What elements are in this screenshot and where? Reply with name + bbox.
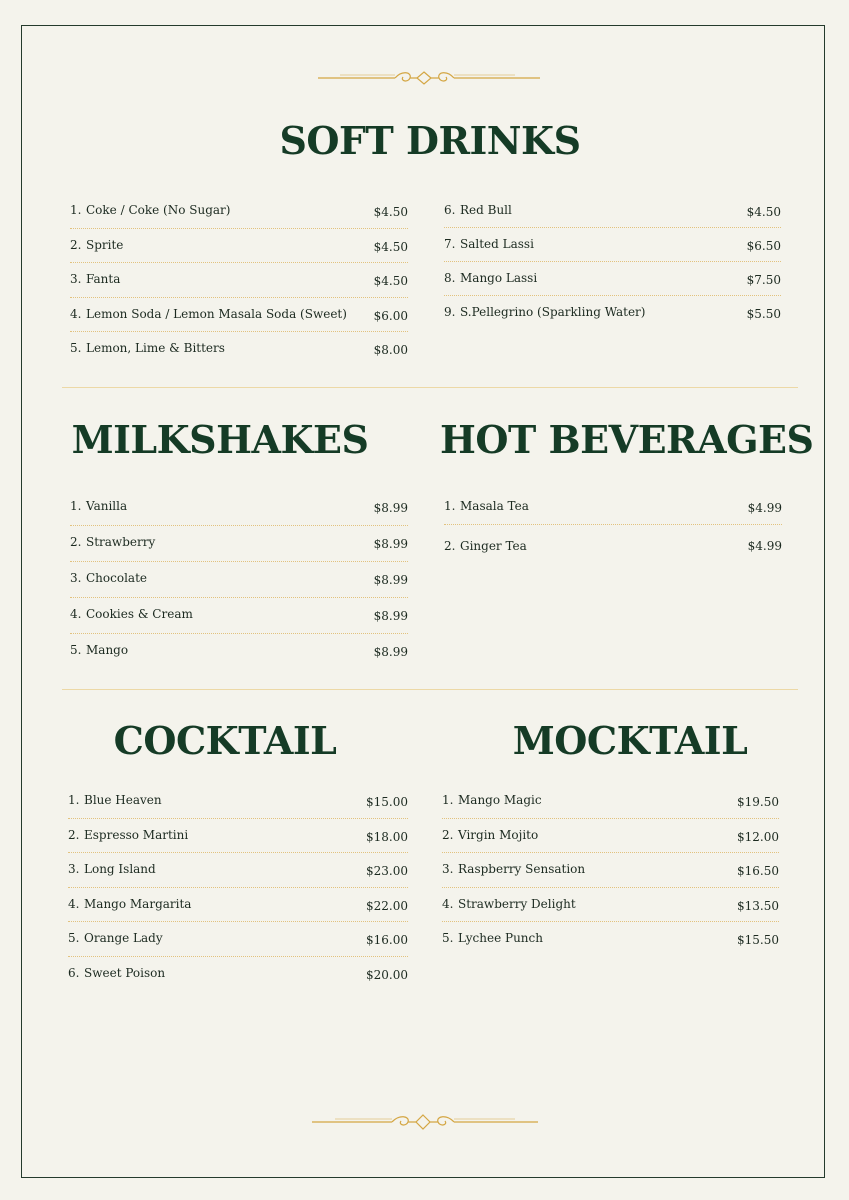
item-name: Espresso Martini [84,827,189,842]
item-name: Chocolate [86,571,147,585]
item-name: Strawberry Delight [458,896,576,911]
menu-item [70,634,408,670]
item-number: 9. [444,305,456,319]
menu-item [70,332,408,367]
item-number: 4. [70,306,82,321]
item-name: Fanta [86,272,121,286]
item-price: $4.50 [746,205,781,219]
item-price: $16.50 [737,864,779,878]
item-number: 5. [442,931,454,945]
soft-drinks-list-left [70,194,408,367]
item-number: 5. [70,341,82,355]
item-number: 2. [70,535,82,549]
menu-item [68,922,408,957]
item-number: 3. [68,862,80,876]
item-number: 8. [444,271,456,285]
item-number: 4. [70,607,82,621]
item-price: $15.50 [737,933,779,947]
item-price: $8.99 [373,645,408,659]
item-price: $8.99 [373,573,408,587]
item-name: Mango Magic [458,793,542,807]
item-price: $6.00 [373,308,408,323]
menu-item [68,819,408,854]
item-name: Orange Lady [84,931,163,945]
menu-item [442,784,779,819]
menu-item [444,525,782,567]
item-number: 2. [68,827,80,842]
menu-item [70,526,408,562]
item-number: 3. [70,272,82,286]
item-price: $19.50 [737,795,779,809]
menu-item [444,194,781,228]
item-name: Ginger Tea [460,539,527,553]
item-name: Raspberry Sensation [458,862,586,876]
item-name: Mango Margarita [84,896,192,911]
item-name: Vanilla [86,499,128,513]
section-divider [62,689,798,690]
section-title-hot-beverages: HOT BEVERAGES [440,417,814,462]
item-number: 6. [444,203,456,217]
item-name: Virgin Mojito [458,827,539,842]
item-number: 4. [442,896,454,911]
menu-item [68,853,408,888]
item-price: $4.99 [747,501,782,515]
menu-item [70,490,408,526]
menu-item [70,263,408,298]
menu-item [70,229,408,264]
item-price: $4.50 [373,205,408,219]
item-price: $20.00 [366,967,408,982]
menu-item [70,562,408,598]
soft-drinks-list-right [444,194,781,330]
item-number: 1. [68,793,80,807]
item-price: $15.00 [366,795,408,809]
item-name: Strawberry [86,535,156,549]
item-price: $4.99 [747,539,782,553]
milkshakes-list [70,490,408,670]
item-number: 4. [68,896,80,911]
item-price: $12.00 [737,829,779,844]
item-name: Lychee Punch [458,931,543,945]
item-name: Lemon, Lime & Bitters [86,341,225,355]
section-title-soft-drinks: SOFT DRINKS [279,118,581,163]
menu-item [70,298,408,333]
item-name: Masala Tea [460,499,529,513]
item-price: $5.50 [746,307,781,321]
item-price: $6.50 [746,239,781,253]
item-number: 2. [444,539,456,553]
item-number: 3. [442,862,454,876]
mocktail-list [442,784,779,957]
item-name: Lemon Soda / Lemon Masala Soda (Sweet) [86,306,347,321]
item-price: $16.00 [366,933,408,947]
item-price: $13.50 [737,898,779,913]
section-title-cocktail: COCKTAIL [113,718,337,763]
item-price: $8.99 [373,609,408,623]
item-number: 5. [68,931,80,945]
item-name: Salted Lassi [460,237,534,251]
menu-item [442,888,779,923]
cocktail-list [68,784,408,991]
item-price: $7.50 [746,273,781,287]
menu-item [68,957,408,992]
item-name: Red Bull [460,203,512,217]
item-number: 7. [444,237,456,251]
item-name: Mango [86,643,129,657]
item-price: $23.00 [366,864,408,878]
item-number: 5. [70,643,82,657]
item-price: $4.50 [373,274,408,288]
item-name: Cookies & Cream [86,607,193,621]
item-name: Long Island [84,862,156,876]
item-number: 1. [70,203,82,217]
item-number: 1. [70,499,82,513]
item-name: Sweet Poison [84,965,166,980]
top-ornament-icon [0,68,849,88]
section-title-milkshakes: MILKSHAKES [71,417,369,462]
item-price: $8.00 [373,343,408,357]
menu-item [68,888,408,923]
item-number: 1. [442,793,454,807]
menu-item [442,853,779,888]
bottom-ornament-icon [0,1112,849,1132]
menu-item [444,262,781,296]
menu-item [444,296,781,330]
item-number: 2. [70,237,82,252]
menu-item [444,228,781,262]
item-price: $22.00 [366,898,408,913]
item-price: $18.00 [366,829,408,844]
item-number: 1. [444,499,456,513]
section-divider [62,387,798,388]
item-price: $4.50 [373,239,408,254]
item-name: Sprite [86,237,124,252]
item-number: 3. [70,571,82,585]
menu-item [442,922,779,957]
item-name: Coke / Coke (No Sugar) [86,203,231,217]
item-name: Mango Lassi [460,271,538,285]
section-title-mocktail: MOCKTAIL [512,718,748,763]
menu-item [70,194,408,229]
menu-item [68,784,408,819]
item-price: $8.99 [373,537,408,551]
item-number: 6. [68,965,80,980]
menu-item [70,598,408,634]
item-name: Blue Heaven [84,793,162,807]
item-number: 2. [442,827,454,842]
item-name: S.Pellegrino (Sparkling Water) [460,305,646,319]
hot-beverages-list [444,490,782,567]
item-price: $8.99 [373,501,408,515]
menu-item [444,490,782,525]
menu-item [442,819,779,854]
